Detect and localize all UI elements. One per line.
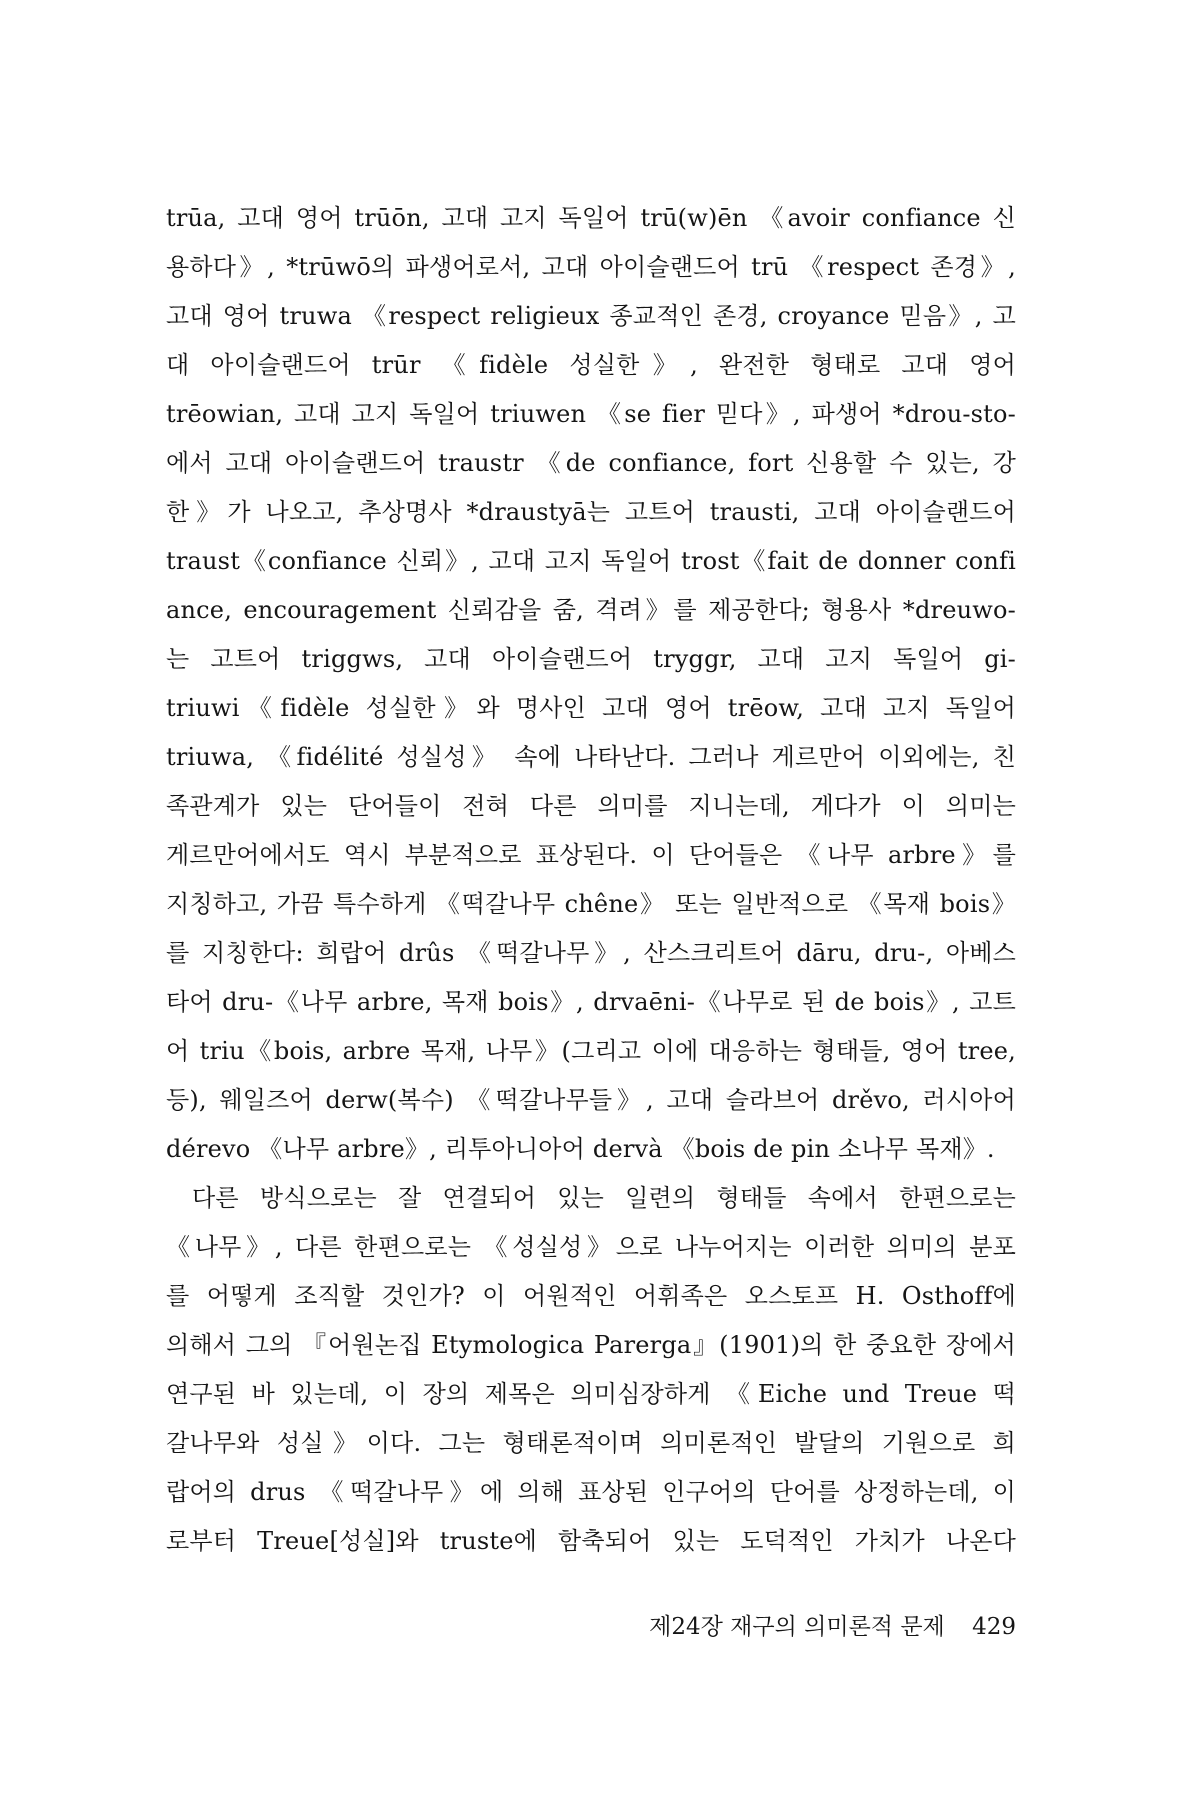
text-line: triuwa, 《fidélité 성실성》 속에 나타난다. 그러나 게르만어 이외에는, 친 xyxy=(166,743,1016,771)
page-number: 429 xyxy=(972,1614,1016,1640)
text-line: 《나무》, 다른 한편으로는 《성실성》으로 나누어지는 이러한 의미의 분포 xyxy=(166,1233,1016,1261)
text-line: 등), 웨일즈어 derw(복수) 《떡갈나무들》, 고대 슬라브어 drěvo, 러시아어 xyxy=(166,1086,1016,1114)
text-line: traust《confiance 신뢰》, 고대 고지 독일어 trost《fait de donner confi xyxy=(166,547,1016,575)
text-line: dérevo 《나무 arbre》, 리투아니아어 dervà 《bois de pin 소나무 목재》. xyxy=(166,1135,995,1163)
text-line: 대 아이슬랜드어 trūr 《fidèle 성실한》, 완전한 형태로 고대 영어 xyxy=(166,351,1016,379)
text-line: trēowian, 고대 고지 독일어 triuwen 《se fier 믿다》, 파생어 *drou-sto- xyxy=(166,400,1016,428)
text-line: 어 triu《bois, arbre 목재, 나무》(그리고 이에 대응하는 형태들, 영어 tree, xyxy=(166,1037,1016,1065)
text-line: 로부터 Treue[성실]와 truste에 함축되어 있는 도덕적인 가치가 나온다 xyxy=(166,1527,1016,1555)
text-line: 고대 영어 truwa 《respect religieux 종교적인 존경, croyance 믿음》, 고 xyxy=(166,302,1016,330)
text-line: 다른 방식으로는 잘 연결되어 있는 일련의 형태들 속에서 한편으로는 xyxy=(192,1184,1016,1212)
paragraph-2 xyxy=(166,1174,1016,1566)
text-line: 한》가 나오고, 추상명사 *draustyā는 고트어 trausti, 고대 아이슬랜드어 xyxy=(166,498,1016,526)
text-line: 의해서 그의 『어원논집 Etymologica Parerga』(1901)의 한 중요한 장에서 xyxy=(166,1331,1016,1359)
text-line: 갈나무와 성실》이다. 그는 형태론적이며 의미론적인 발달의 기원으로 희 xyxy=(166,1429,1016,1457)
text-line: 를 지칭한다: 희랍어 drûs 《떡갈나무》, 산스크리트어 dāru, dru-, 아베스 xyxy=(166,939,1016,967)
text-line: 는 고트어 triggws, 고대 아이슬랜드어 tryggr, 고대 고지 독일어 gi- xyxy=(166,645,1016,673)
text-line: 랍어의 drus 《떡갈나무》에 의해 표상된 인구어의 단어를 상정하는데, 이 xyxy=(166,1478,1016,1506)
chapter-title: 제24장 재구의 의미론적 문제 xyxy=(649,1614,945,1640)
text-line: trūa, 고대 영어 trūōn, 고대 고지 독일어 trū(w)ēn 《avoir confiance 신 xyxy=(166,204,1016,232)
running-footer xyxy=(590,1607,1016,1647)
paragraph-1 xyxy=(166,194,1016,1174)
text-line: ance, encouragement 신뢰감을 줌, 격려》를 제공한다; 형용사 *dreuwo- xyxy=(166,596,1016,624)
text-line: triuwi《fidèle 성실한》와 명사인 고대 영어 trēow, 고대 고지 독일어 xyxy=(166,694,1016,722)
body-text xyxy=(166,194,1016,1566)
text-line: 를 어떻게 조직할 것인가? 이 어원적인 어휘족은 오스토프 H. Osthoff에 xyxy=(166,1282,1016,1310)
text-line: 지칭하고, 가끔 특수하게 《떡갈나무 chêne》 또는 일반적으로 《목재 bois》 xyxy=(166,890,1016,918)
text-line: 타어 dru-《나무 arbre, 목재 bois》, drvaēni-《나무로 된 de bois》, 고트 xyxy=(166,988,1016,1016)
text-line: 연구된 바 있는데, 이 장의 제목은 의미심장하게 《Eiche und Treue 떡 xyxy=(166,1380,1016,1408)
text-line: 용하다》, *trūwō의 파생어로서, 고대 아이슬랜드어 trū 《respect 존경》, xyxy=(166,253,1016,281)
text-line: 게르만어에서도 역시 부분적으로 표상된다. 이 단어들은 《나무 arbre》를 xyxy=(166,841,1016,869)
text-line: 족관계가 있는 단어들이 전혀 다른 의미를 지니는데, 게다가 이 의미는 xyxy=(166,792,1016,820)
text-line: 에서 고대 아이슬랜드어 traustr 《de confiance, fort 신용할 수 있는, 강 xyxy=(166,449,1016,477)
